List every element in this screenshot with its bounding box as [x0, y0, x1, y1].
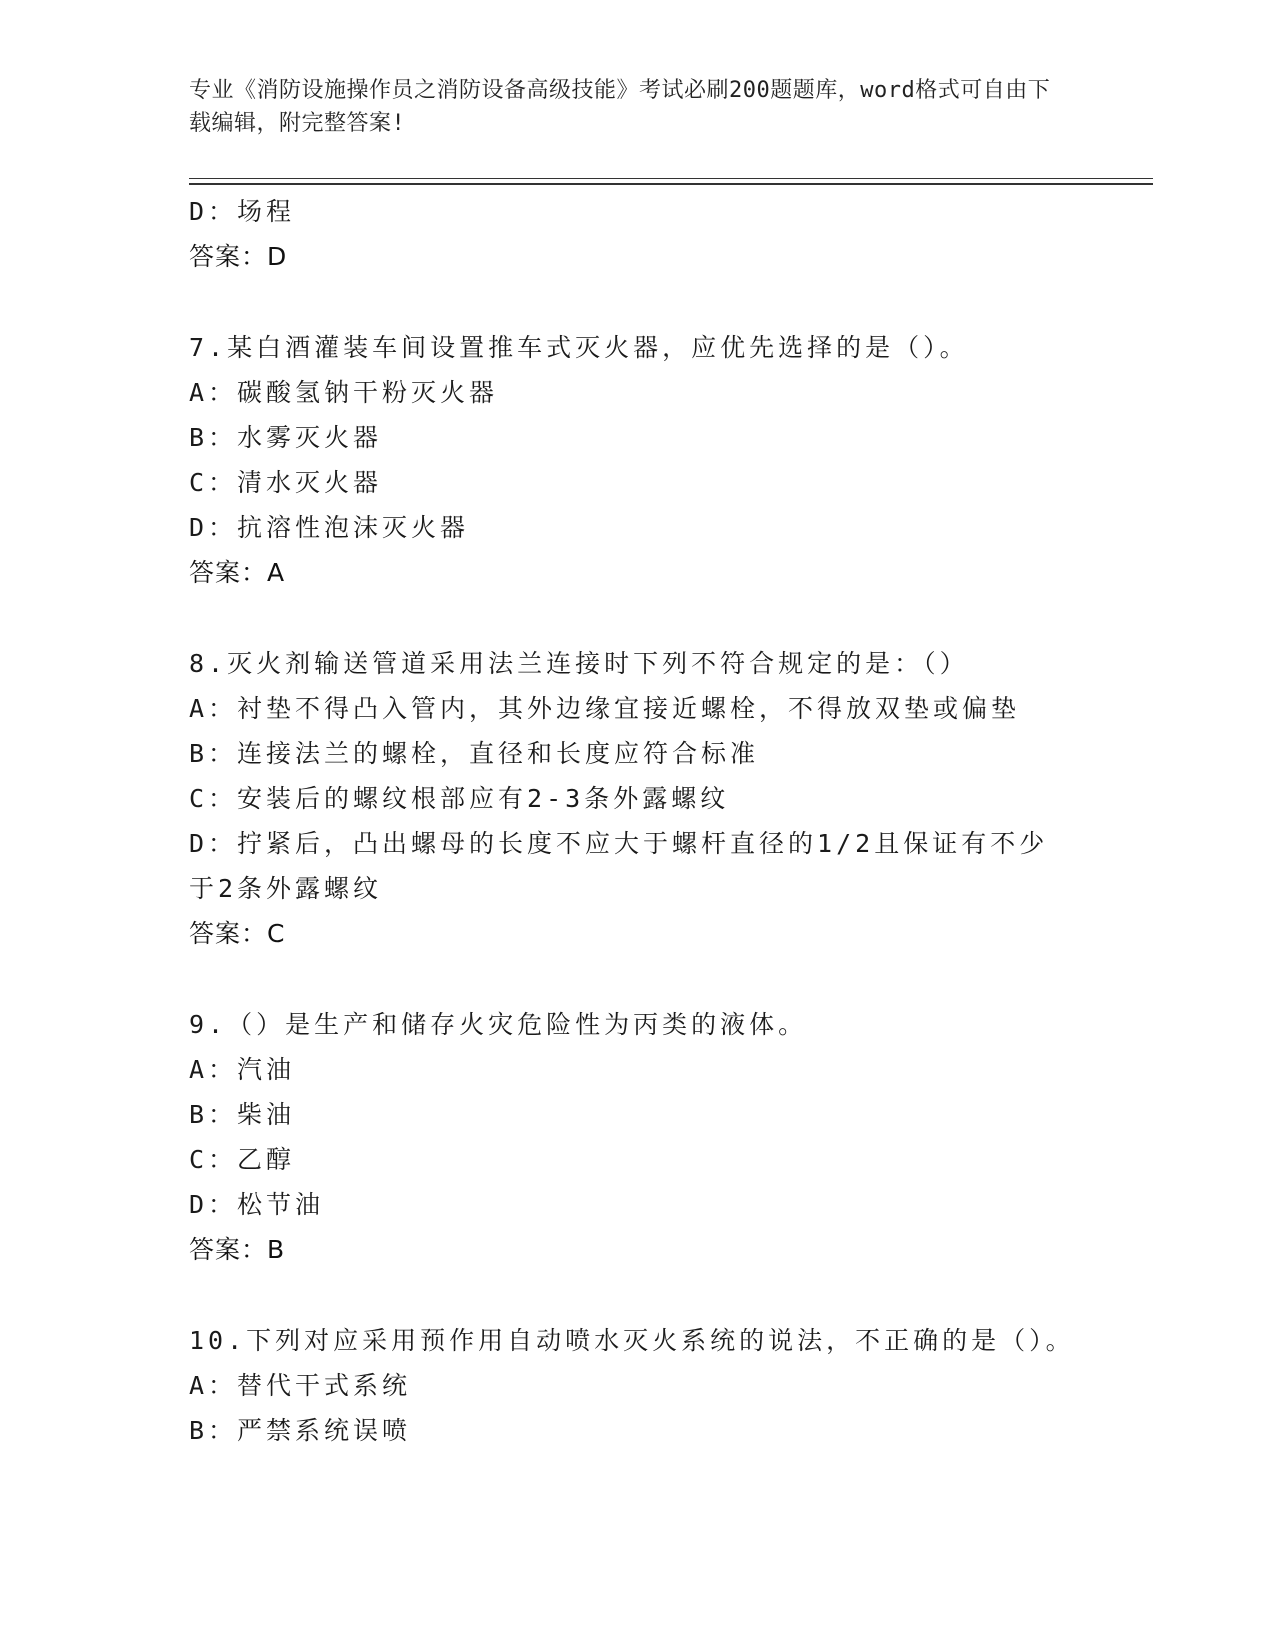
question-7: [189, 325, 1119, 595]
answer-line: 答案：C: [189, 919, 286, 948]
option-c: C：安装后的螺纹根部应有2-3条外露螺纹: [189, 784, 730, 813]
spacer: [189, 1272, 1119, 1318]
question-9: [189, 1002, 1119, 1272]
spacer: [189, 279, 1119, 325]
option-b: B：水雾灭火器: [189, 423, 383, 452]
document-header: 专业《消防设施操作员之消防设备高级技能》考试必刷200题题库，word格式可自由下载编辑，附完整答案!: [189, 78, 1051, 136]
answer-line: 答案：A: [189, 558, 286, 587]
option-a: A：替代干式系统: [189, 1371, 412, 1400]
answer-line: 答案：B: [189, 1235, 286, 1264]
option-b: B：连接法兰的螺栓，直径和长度应符合标准: [189, 739, 760, 768]
question-stem: 9.（）是生产和储存火灾危险性为丙类的液体。: [189, 1010, 808, 1039]
header-divider-thin: [189, 178, 1153, 179]
option-b: B：严禁系统误喷: [189, 1416, 412, 1445]
header-divider-thick: [189, 183, 1153, 185]
answer-line: 答案：D: [189, 242, 288, 271]
option-a: A：碳酸氢钠干粉灭火器: [189, 378, 499, 407]
option-d: D：场程: [189, 197, 296, 226]
option-d: D：抗溶性泡沫灭火器: [189, 513, 470, 542]
question-8: [189, 641, 1119, 956]
spacer: [189, 595, 1119, 641]
option-c: C：乙醇: [189, 1145, 296, 1174]
question-stem: 10.下列对应采用预作用自动喷水灭火系统的说法，不正确的是（）。: [189, 1326, 1075, 1355]
option-d: D：拧紧后，凸出螺母的长度不应大于螺杆直径的1/2且保证有不少于2条外露螺纹: [189, 829, 1049, 903]
question-stem: 8.灭火剂输送管道采用法兰连接时下列不符合规定的是：（）: [189, 649, 969, 678]
prev-question-tail: [189, 189, 1119, 279]
question-content: [189, 189, 1119, 1453]
option-a: A：衬垫不得凸入管内，其外边缘宜接近螺栓，不得放双垫或偏垫: [189, 694, 1021, 723]
option-b: B：柴油: [189, 1100, 296, 1129]
spacer: [189, 956, 1119, 1002]
question-stem: 7.某白酒灌装车间设置推车式灭火器，应优先选择的是（）。: [189, 333, 969, 362]
option-d: D：松节油: [189, 1190, 325, 1219]
option-a: A：汽油: [189, 1055, 296, 1084]
question-10: [189, 1318, 1119, 1453]
option-c: C：清水灭火器: [189, 468, 383, 497]
